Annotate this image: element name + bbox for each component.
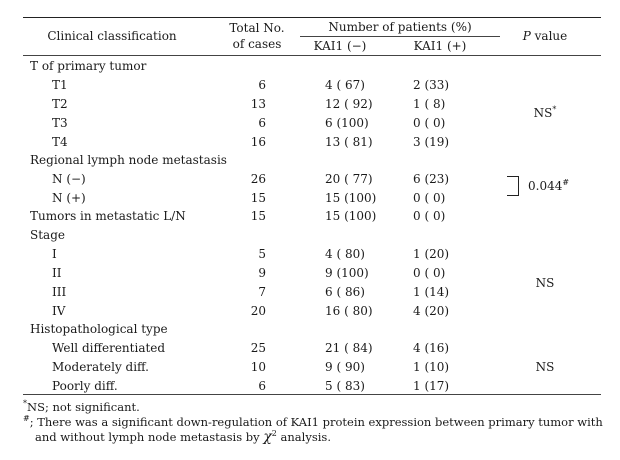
top-rule	[23, 17, 601, 18]
row-label: Moderately diff.	[52, 360, 149, 374]
significance-bracket	[507, 176, 519, 196]
row-kai1-neg: 4 ( 80)	[325, 247, 365, 261]
header-kai1-negative: KAI1 (−)	[313, 39, 367, 53]
section-title-lymph-node: Regional lymph node metastasis	[30, 153, 227, 167]
row-kai1-neg: 5 ( 83)	[325, 379, 365, 393]
p-value-stage: NS	[535, 276, 555, 290]
header-clinical-classification: Clinical classification	[47, 29, 177, 43]
row-total: 13	[250, 97, 266, 111]
row-label: Poorly diff.	[52, 379, 118, 393]
row-total: 15	[250, 209, 266, 223]
row-label: III	[52, 285, 67, 299]
section-title-histopathological: Histopathological type	[30, 322, 168, 336]
row-kai1-pos: 1 ( 8)	[413, 97, 446, 111]
row-label: N (+)	[52, 191, 86, 205]
row-total: 6	[258, 116, 266, 130]
row-kai1-pos: 0 ( 0)	[413, 266, 446, 280]
row-kai1-neg: 15 (100)	[325, 209, 377, 223]
row-label: N (−)	[52, 172, 86, 186]
bottom-rule	[23, 394, 601, 395]
row-label: IV	[52, 304, 66, 318]
row-kai1-neg: 12 ( 92)	[325, 97, 373, 111]
section-title-stage: Stage	[30, 228, 65, 242]
p-value-t: NS*	[533, 105, 557, 120]
row-kai1-neg: 9 (100)	[325, 266, 369, 280]
row-total: 10	[250, 360, 266, 374]
row-kai1-neg: 15 (100)	[325, 191, 377, 205]
group-subrule	[300, 36, 500, 37]
row-total: 26	[250, 172, 266, 186]
row-total: 15	[250, 191, 266, 205]
row-label: T1	[52, 78, 68, 92]
row-label: II	[52, 266, 62, 280]
row-kai1-pos: 6 (23)	[413, 172, 450, 186]
row-total: 6	[258, 78, 266, 92]
header-kai1-positive: KAI1 (+)	[413, 39, 467, 53]
header-p-value: P value	[522, 29, 568, 43]
row-kai1-pos: 0 ( 0)	[413, 209, 446, 223]
row-label: Well differentiated	[52, 341, 166, 355]
row-kai1-pos: 1 (14)	[413, 285, 450, 299]
row-kai1-pos: 0 ( 0)	[413, 116, 446, 130]
row-total: 5	[258, 247, 266, 261]
footnote-significance-line1: #; There was a significant down-regulation of KAI1 protein expression between primary tumor with	[23, 414, 603, 429]
header-total-line1: Total No.	[229, 21, 285, 35]
row-total: 9	[258, 266, 266, 280]
section-title-t: T of primary tumor	[30, 59, 147, 73]
row-label: T2	[52, 97, 68, 111]
row-label: I	[52, 247, 57, 261]
row-kai1-neg: 16 ( 80)	[325, 304, 373, 318]
row-total: 20	[250, 304, 266, 318]
row-kai1-pos: 1 (20)	[413, 247, 450, 261]
row-kai1-neg: 6 (100)	[325, 116, 369, 130]
row-total: 7	[258, 285, 266, 299]
row-kai1-neg: 20 ( 77)	[325, 172, 373, 186]
row-label: T4	[52, 135, 68, 149]
header-number-of-patients: Number of patients (%)	[328, 20, 472, 34]
row-kai1-pos: 1 (10)	[413, 360, 450, 374]
row-total: 25	[250, 341, 266, 355]
row-kai1-pos: 1 (17)	[413, 379, 450, 393]
row-kai1-neg: 4 ( 67)	[325, 78, 365, 92]
footnote-significance-line2: and without lymph node metastasis by $\chi^2$ analysis.	[35, 429, 331, 445]
header-rule	[23, 55, 601, 56]
row-total: 6	[258, 379, 266, 393]
header-total-line2: of cases	[232, 37, 282, 51]
footnote-ns: *NS; not significant.	[23, 399, 140, 414]
row-kai1-neg: 9 ( 90)	[325, 360, 365, 374]
section-title-metastatic-ln: Tumors in metastatic L/N	[30, 209, 186, 223]
row-label: T3	[52, 116, 68, 130]
row-total: 16	[250, 135, 266, 149]
row-kai1-neg: 13 ( 81)	[325, 135, 373, 149]
row-kai1-pos: 0 ( 0)	[413, 191, 446, 205]
row-kai1-pos: 4 (16)	[413, 341, 450, 355]
row-kai1-neg: 21 ( 84)	[325, 341, 373, 355]
row-kai1-pos: 3 (19)	[413, 135, 450, 149]
row-kai1-pos: 2 (33)	[413, 78, 450, 92]
row-kai1-neg: 6 ( 86)	[325, 285, 365, 299]
p-value-lymph-node: 0.044#	[528, 178, 570, 193]
p-value-histopathological: NS	[535, 360, 555, 374]
row-kai1-pos: 4 (20)	[413, 304, 450, 318]
